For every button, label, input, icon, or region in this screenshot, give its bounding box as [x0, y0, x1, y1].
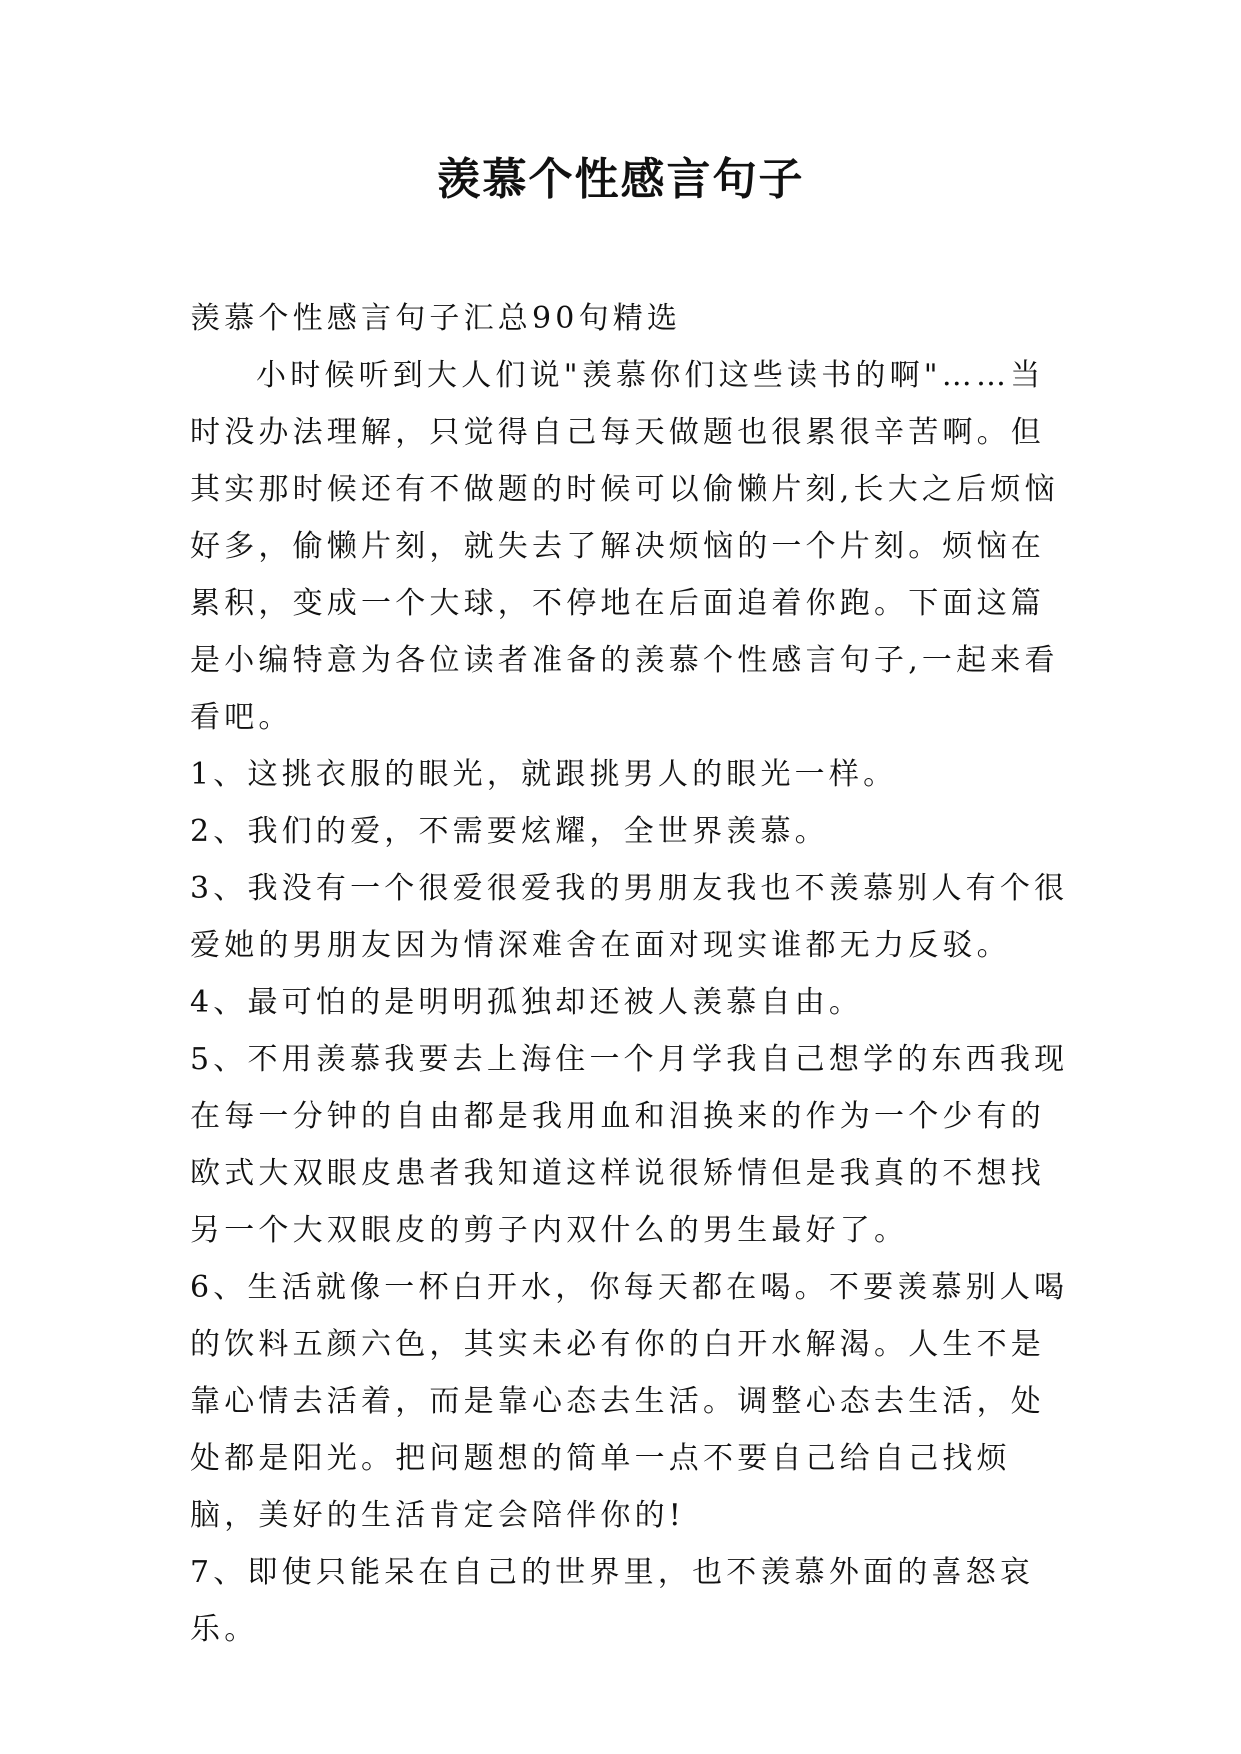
- document-title: 羡慕个性感言句子: [436, 154, 805, 205]
- list-item: 7、即使只能呆在自己的世界里，也不羡慕外面的喜怒哀乐。: [190, 1555, 1035, 1647]
- list-item: 1、这挑衣服的眼光，就跟挑男人的眼光一样。: [190, 757, 898, 792]
- list-item: 6、生活就像一杯白开水，你每天都在喝。不要羡慕别人喝的饮料五颜六色，其实未必有你的白开水解渴。人生不是靠心情去活着，而是靠心态去生活。调整心态去生活，处处都是阳光。把问题想的简单一点不要自己给自己找烦脑，美好的生活肯定会陪伴你的!: [190, 1270, 1069, 1533]
- list-item: 2、我们的爱，不需要炫耀，全世界羡慕。: [190, 814, 829, 849]
- intro-paragraph: 小时候听到大人们说"羡慕你们这些读书的啊"……当时没办法理解，只觉得自己每天做题也很累很辛苦啊。但其实那时候还有不做题的时候可以偷懒片刻,长大之后烦恼好多，偷懒片刻，就失去了解决烦恼的一个片刻。烦恼在累积，变成一个大球，不停地在后面追着你跑。下面这篇是小编特意为各位读者准备的羡慕个性感言句子,一起来看看吧。: [190, 358, 1059, 735]
- document-body: [190, 290, 1070, 1658]
- list-item: 5、不用羡慕我要去上海住一个月学我自己想学的东西我现在每一分钟的自由都是我用血和泪换来的作为一个少有的欧式大双眼皮患者我知道这样说很矫情但是我真的不想找另一个大双眼皮的剪子内双什么的男生最好了。: [190, 1042, 1069, 1248]
- document-subtitle: 羡慕个性感言句子汇总90句精选: [190, 301, 682, 336]
- list-item: 4、最可怕的是明明孤独却还被人羡慕自由。: [190, 985, 864, 1020]
- list-item: 3、我没有一个很爱很爱我的男朋友我也不羡慕别人有个很爱她的男朋友因为情深难舍在面对现实谁都无力反驳。: [190, 871, 1069, 963]
